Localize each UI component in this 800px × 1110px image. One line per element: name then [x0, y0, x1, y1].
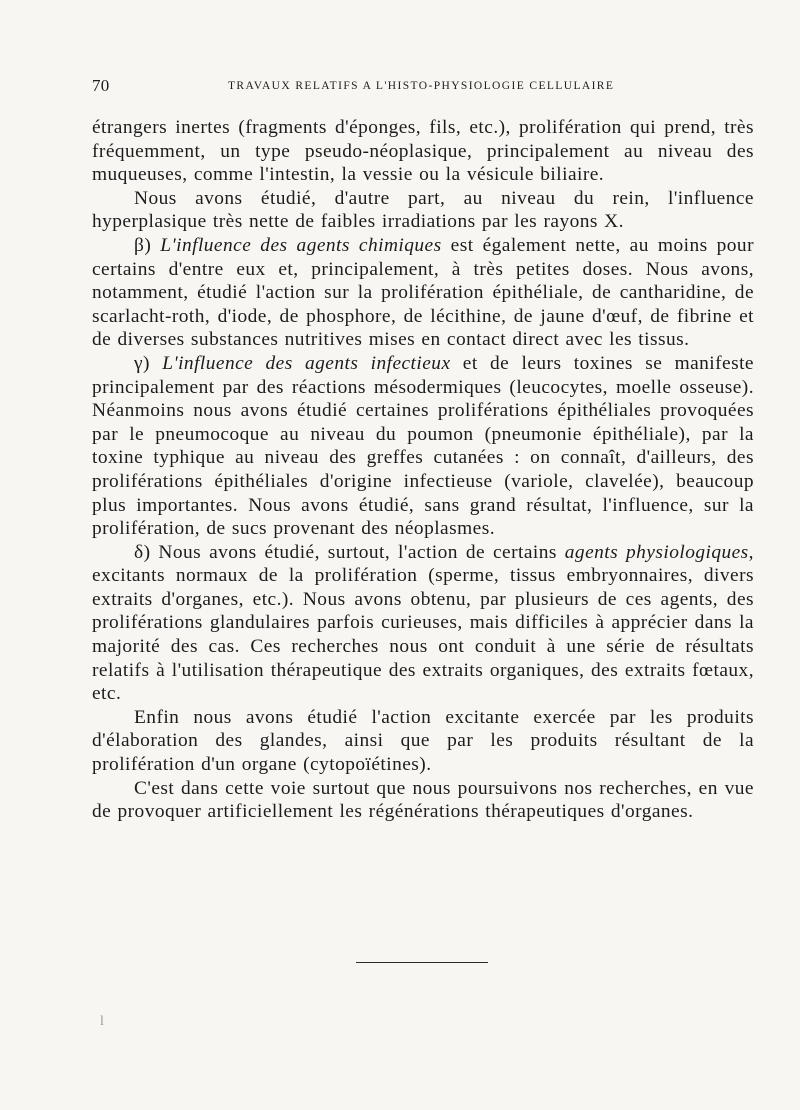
- paragraph-5-text-before: Nous avons étudié, surtout, l'action de certains: [150, 541, 565, 563]
- paragraph-2: Nous avons étudié, d'autre part, au niveau du rein, l'influence hyperplasique très nette de faibles irradiations par les rayons X.: [92, 187, 754, 233]
- running-header: [92, 76, 754, 100]
- paragraph-1: étrangers inertes (fragments d'éponges, fils, etc.), prolifération qui prend, très fréquemment, un type pseudo-néoplasique, principalement au niveau des muqueuses, comme l'intestin, la vessie ou la vésicule biliaire.: [92, 117, 754, 186]
- scan-mark: l: [100, 1014, 104, 1029]
- running-title: TRAVAUX RELATIFS A L'HISTO-PHYSIOLOGIE CELLULAIRE: [228, 80, 615, 92]
- paragraph-4: [92, 352, 754, 541]
- paragraph-3-text: est également nette, au moins pour certains d'entre eux et, principalement, à très petites doses. Nous avons, notamment, étudié l'action sur la prolifération épithéliale, de cantharidine, de scarlacht-roth, d'iode, de phosphore, de lécithine, de jaune d'œuf, de fibrine et de diverses substances nutritives mises en contact direct avec les tissus.: [92, 234, 754, 351]
- paragraph-6: Enfin nous avons étudié l'action excitante exercée par les produits d'élaboration des glandes, ainsi que par les produits résultant de la prolifération d'un organe (cytopoïétines).: [92, 706, 754, 776]
- closing-rule: [356, 962, 488, 963]
- list-marker-beta: β): [134, 234, 152, 256]
- paragraph-5: [92, 541, 754, 706]
- paragraph-3: [92, 234, 754, 352]
- paragraph-7: C'est dans cette voie surtout que nous poursuivons nos recherches, en vue de provoquer artificiellement les régénérations thérapeutiques d'organes.: [92, 777, 754, 823]
- paragraph-5-text-after: , excitants normaux de la prolifération (sperme, tissus embryonnaires, divers extraits d'organes, etc.). Nous avons obtenu, par plusieurs de ces agents, des proliférations glandulaires parfois curieuses, mais difficiles à apprécier dans la majorité des cas. Ces recherches nous ont conduit à une série de résultats relatifs à l'utilisation thérapeutique des extraits organiques, des extraits fœtaux, etc.: [92, 541, 754, 705]
- list-marker-gamma: γ): [134, 352, 150, 374]
- body-text: [92, 116, 754, 824]
- paragraph-4-text: et de leurs toxines se manifeste principalement par des réactions mésodermiques (leucocytes, moelle osseuse). Néanmoins nous avons étudié certaines proliférations épithéliales provoquées par le pneumocoque au niveau du poumon (pneumonie épithéliale), par la toxine typhique au niveau des greffes cutanées : on connaît, d'ailleurs, des proliférations épithéliales d'origine infectieuse (variole, clavelée), beaucoup plus importantes. Nous avons étudié, sans grand résultat, l'influence, sur la prolifération, de sucs provenant des néoplasmes.: [92, 352, 754, 540]
- page-number: 70: [92, 76, 110, 95]
- italic-physiological-agents: agents physiologiques: [564, 541, 749, 563]
- list-marker-delta: δ): [134, 541, 151, 563]
- italic-heading-chemical-agents: L'influence des agents chimiques: [160, 234, 442, 256]
- italic-heading-infectious-agents: L'influence des agents infectieux: [162, 352, 451, 374]
